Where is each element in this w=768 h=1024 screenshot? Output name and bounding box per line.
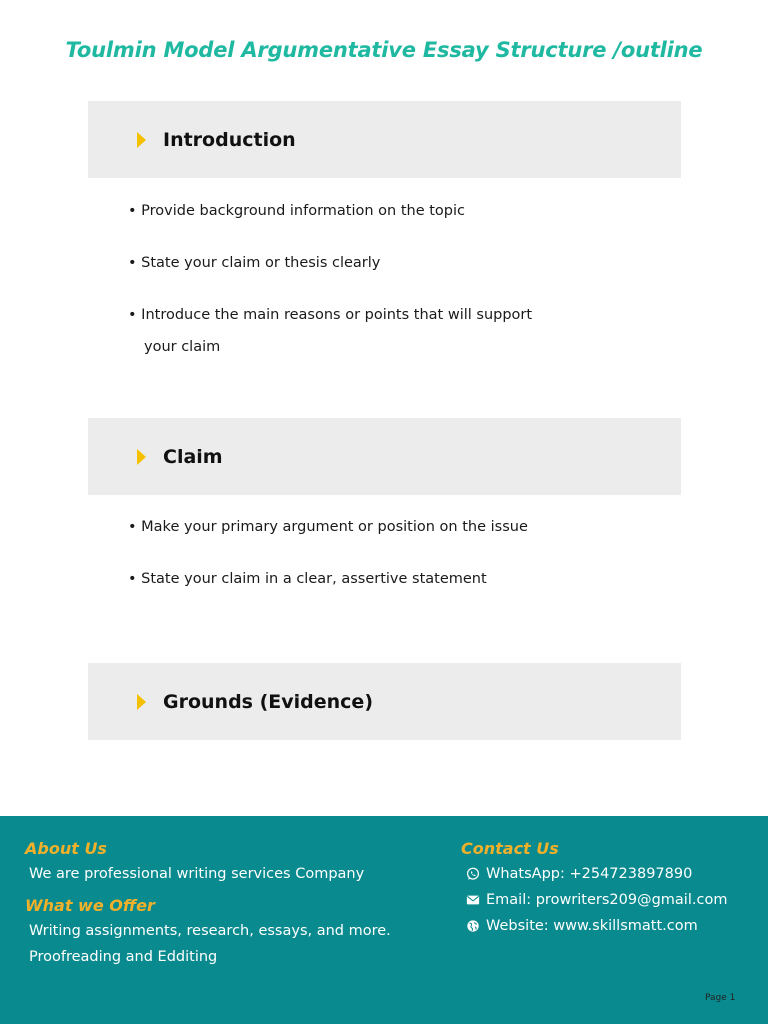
email-text: Email: prowriters209@gmail.com bbox=[486, 892, 728, 908]
section-label: Claim bbox=[163, 445, 223, 468]
list-item bbox=[128, 511, 548, 543]
footer bbox=[0, 816, 768, 1024]
website-text: Website: www.skillsmatt.com bbox=[486, 918, 698, 934]
page-title: Toulmin Model Argumentative Essay Structure /outline bbox=[65, 38, 703, 62]
whatsapp-contact[interactable] bbox=[466, 866, 692, 882]
section-header-claim bbox=[88, 418, 681, 495]
list-item bbox=[128, 563, 548, 595]
bullet-text: • Introduce the main reasons or points that will support bbox=[128, 307, 533, 323]
section-header-introduction bbox=[88, 101, 681, 178]
bullet-text: • State your claim or thesis clearly bbox=[128, 255, 381, 271]
offer-line: Proofreading and Edditing bbox=[29, 949, 218, 965]
caret-right-icon bbox=[137, 694, 146, 710]
about-text: We are professional writing services Company bbox=[29, 866, 365, 882]
whatsapp-icon bbox=[466, 867, 480, 881]
website-contact[interactable] bbox=[466, 918, 698, 934]
section-label: Grounds (Evidence) bbox=[163, 690, 374, 713]
globe-icon bbox=[466, 919, 480, 933]
offer-heading: What we Offer bbox=[25, 896, 155, 915]
caret-right-icon bbox=[137, 132, 146, 148]
about-heading: About Us bbox=[25, 839, 107, 858]
whatsapp-text: WhatsApp: +254723897890 bbox=[486, 866, 693, 882]
caret-right-icon bbox=[137, 449, 146, 465]
page-number: Page 1 bbox=[705, 993, 736, 1003]
bullet-text: • State your claim in a clear, assertive statement bbox=[128, 571, 487, 587]
list-item bbox=[128, 195, 548, 227]
section-header-grounds bbox=[88, 663, 681, 740]
offer-line: Writing assignments, research, essays, and more. bbox=[29, 923, 391, 939]
bullet-text-continued: your claim bbox=[144, 339, 221, 355]
list-item bbox=[128, 247, 548, 279]
contact-heading: Contact Us bbox=[461, 839, 559, 858]
envelope-icon bbox=[466, 893, 480, 907]
bullet-text: • Provide background information on the topic bbox=[128, 203, 466, 219]
email-contact[interactable] bbox=[466, 892, 727, 908]
section-label: Introduction bbox=[163, 128, 296, 151]
bullet-text: • Make your primary argument or position on the issue bbox=[128, 519, 528, 535]
list-item bbox=[128, 299, 548, 363]
